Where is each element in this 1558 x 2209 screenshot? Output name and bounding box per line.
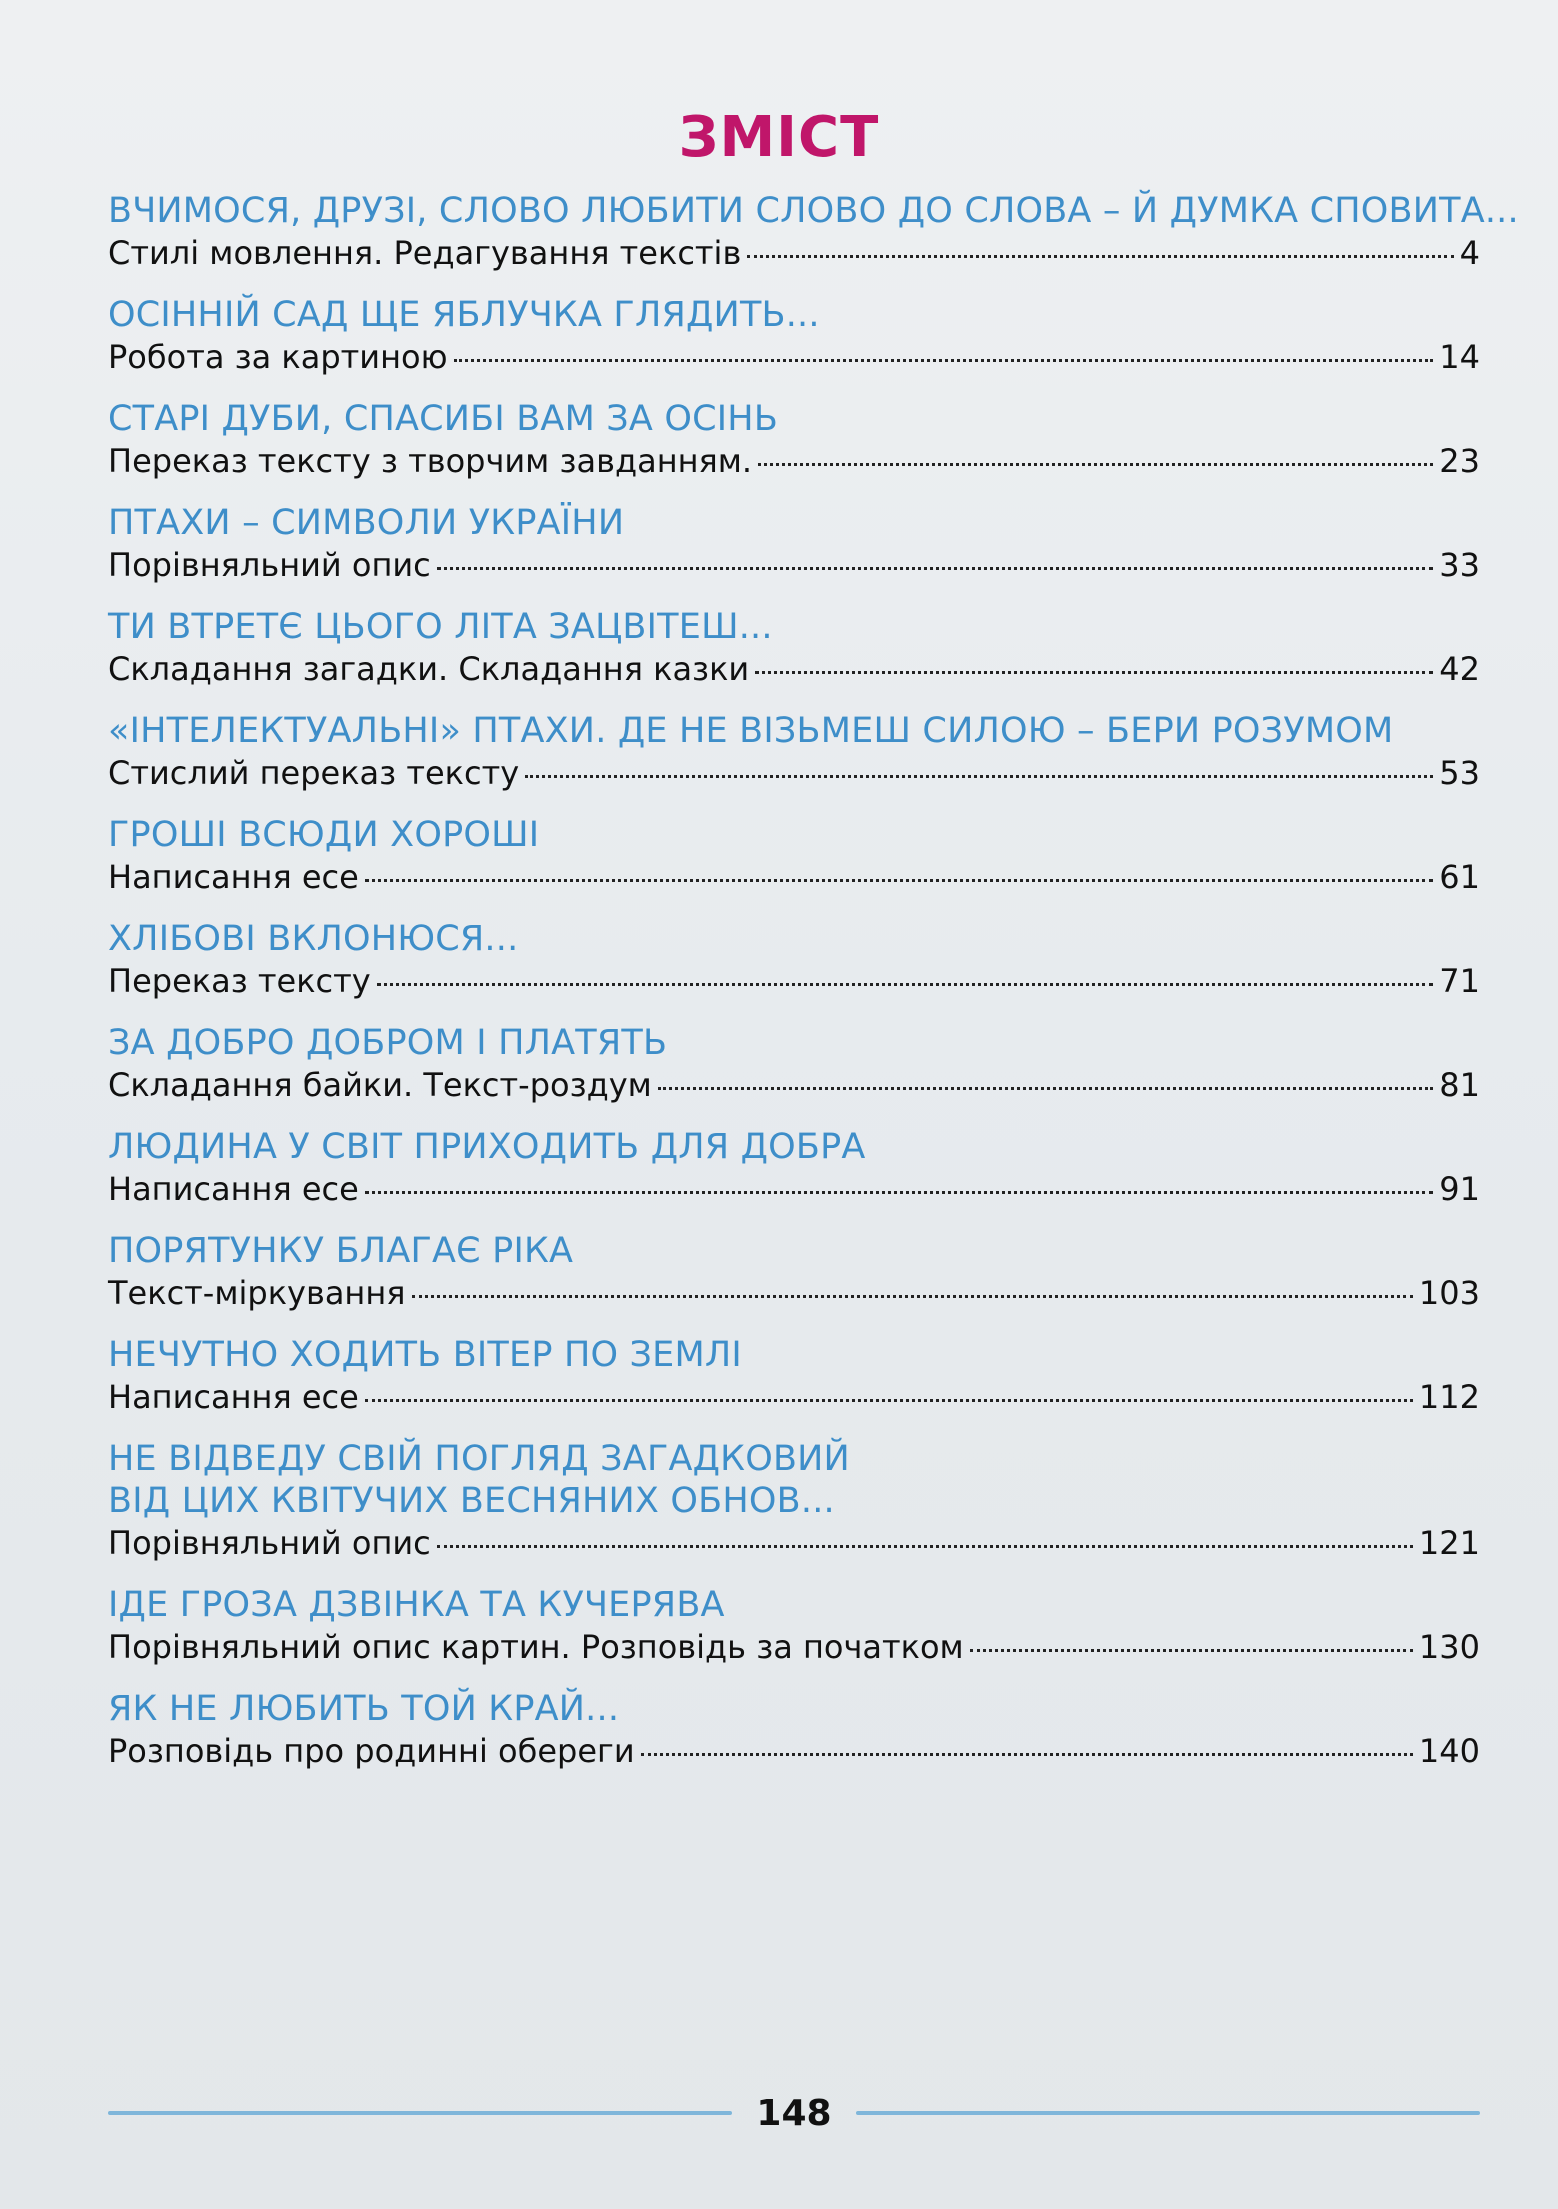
toc-entry [108, 1626, 1480, 1668]
entry-page-number: 61 [1439, 858, 1480, 896]
dot-leader [755, 671, 1433, 674]
entry-page-number: 53 [1439, 754, 1480, 792]
dot-leader [437, 567, 1434, 570]
section-heading-line: ВІД ЦИХ КВІТУЧИХ ВЕСНЯНИХ ОБНОВ... [108, 1481, 835, 1521]
entry-page-number: 42 [1439, 650, 1480, 688]
dot-leader [437, 1545, 1413, 1548]
section-heading-line: ХЛІБОВІ ВКЛОНЮСЯ... [108, 919, 519, 959]
toc-section [108, 814, 1480, 898]
toc-entry [108, 1272, 1480, 1314]
section-heading [108, 190, 1519, 232]
entry-page-number: 14 [1439, 338, 1480, 376]
page-title: ЗМІСТ [678, 105, 880, 170]
dot-leader [970, 1649, 1413, 1652]
section-heading [108, 1438, 1480, 1522]
section-heading [108, 1584, 1480, 1626]
section-heading [108, 918, 1480, 960]
entry-label: Порівняльний опис картин. Розповідь за початком [108, 1628, 964, 1666]
dot-leader [747, 255, 1453, 258]
entry-page-number: 91 [1439, 1170, 1480, 1208]
toc-section [108, 710, 1480, 794]
section-heading [108, 502, 1480, 544]
section-heading [108, 606, 1480, 648]
toc-section [108, 1334, 1480, 1418]
toc-entry [108, 336, 1480, 378]
dot-leader [454, 359, 1434, 362]
entry-page-number: 112 [1418, 1378, 1480, 1416]
dot-leader [365, 1399, 1413, 1402]
section-heading-line: ОСІННІЙ САД ЩЕ ЯБЛУЧКА ГЛЯДИТЬ... [108, 295, 820, 335]
toc-entry [108, 1376, 1480, 1418]
section-heading-line: «ІНТЕЛЕКТУАЛЬНІ» ПТАХИ. ДЕ НЕ ВІЗЬМЕШ СИЛОЮ – БЕРИ РОЗУМОМ [108, 711, 1394, 751]
toc-section [108, 398, 1480, 482]
entry-label: Текст-міркування [108, 1274, 406, 1312]
entry-label: Переказ тексту з творчим завданням. [108, 442, 753, 480]
page-number: 148 [756, 2092, 832, 2134]
entry-page-number: 140 [1418, 1732, 1480, 1770]
section-heading-line: НЕ ВІДВЕДУ СВІЙ ПОГЛЯД ЗАГАДКОВИЙ [108, 1439, 850, 1479]
section-heading [108, 1230, 1480, 1272]
toc-section [108, 1584, 1480, 1668]
dot-leader [641, 1753, 1413, 1756]
toc-section [108, 1688, 1480, 1772]
entry-label: Порівняльний опис [108, 1524, 431, 1562]
dot-leader [365, 879, 1433, 882]
toc-entry [108, 1522, 1480, 1564]
dot-leader [412, 1295, 1413, 1298]
entry-label: Переказ тексту [108, 962, 371, 1000]
dot-leader [758, 463, 1433, 466]
entry-page-number: 71 [1439, 962, 1480, 1000]
section-heading-line: ІДЕ ГРОЗА ДЗВІНКА ТА КУЧЕРЯВА [108, 1585, 725, 1625]
section-heading [108, 294, 1480, 336]
toc-section [108, 606, 1480, 690]
toc-entry [108, 1168, 1480, 1210]
section-heading-line: СТАРІ ДУБИ, СПАСИБІ ВАМ ЗА ОСІНЬ [108, 399, 779, 439]
dot-leader [658, 1087, 1433, 1090]
table-of-contents [108, 190, 1519, 1792]
entry-page-number: 4 [1459, 234, 1480, 272]
entry-page-number: 81 [1439, 1066, 1480, 1104]
section-heading [108, 398, 1480, 440]
toc-section [108, 918, 1480, 1002]
entry-label: Розповідь про родинні обереги [108, 1732, 635, 1770]
entry-label: Робота за картиною [108, 338, 448, 376]
toc-entry [108, 648, 1480, 690]
toc-entry [108, 544, 1480, 586]
section-heading-line: НЕЧУТНО ХОДИТЬ ВІТЕР ПО ЗЕМЛІ [108, 1335, 742, 1375]
toc-entry [108, 1730, 1480, 1772]
dot-leader [525, 775, 1433, 778]
section-heading-line: ЗА ДОБРО ДОБРОМ І ПЛАТЯТЬ [108, 1023, 668, 1063]
entry-label: Складання байки. Текст-роздум [108, 1066, 652, 1104]
section-heading-line: ВЧИМОСЯ, ДРУЗІ, СЛОВО ЛЮБИТИ СЛОВО ДО СЛОВА – Й ДУМКА СПОВИТА... [108, 191, 1519, 231]
section-heading [108, 1126, 1480, 1168]
toc-section [108, 190, 1519, 274]
toc-entry [108, 232, 1480, 274]
section-heading [108, 1022, 1480, 1064]
footer-rule-left [108, 2111, 732, 2115]
section-heading [108, 1688, 1480, 1730]
toc-section [108, 1230, 1480, 1314]
toc-entry [108, 960, 1480, 1002]
section-heading [108, 710, 1480, 752]
section-heading [108, 814, 1480, 856]
section-heading-line: ТИ ВТРЕТЄ ЦЬОГО ЛІТА ЗАЦВІТЕШ... [108, 607, 773, 647]
toc-section [108, 294, 1480, 378]
entry-label: Написання есе [108, 858, 359, 896]
toc-entry [108, 856, 1480, 898]
toc-section [108, 502, 1480, 586]
toc-section [108, 1022, 1480, 1106]
entry-page-number: 130 [1418, 1628, 1480, 1666]
footer-rule-right [856, 2111, 1480, 2115]
entry-label: Складання загадки. Складання казки [108, 650, 750, 688]
entry-page-number: 23 [1439, 442, 1480, 480]
entry-label: Написання есе [108, 1170, 359, 1208]
toc-entry [108, 752, 1480, 794]
section-heading-line: ПОРЯТУНКУ БЛАГАЄ РІКА [108, 1231, 574, 1271]
section-heading-line: ЛЮДИНА У СВІТ ПРИХОДИТЬ ДЛЯ ДОБРА [108, 1127, 866, 1167]
section-heading-line: ГРОШІ ВСЮДИ ХОРОШІ [108, 815, 540, 855]
dot-leader [365, 1191, 1433, 1194]
entry-label: Порівняльний опис [108, 546, 431, 584]
entry-page-number: 121 [1418, 1524, 1480, 1562]
section-heading-line: ЯК НЕ ЛЮБИТЬ ТОЙ КРАЙ... [108, 1689, 620, 1729]
toc-entry [108, 1064, 1480, 1106]
toc-section [108, 1126, 1480, 1210]
entry-label: Стилі мовлення. Редагування текстів [108, 234, 742, 272]
page-footer [108, 2090, 1480, 2136]
section-heading-line: ПТАХИ – СИМВОЛИ УКРАЇНИ [108, 503, 625, 543]
entry-label: Написання есе [108, 1378, 359, 1416]
entry-page-number: 33 [1439, 546, 1480, 584]
section-heading [108, 1334, 1480, 1376]
toc-entry [108, 440, 1480, 482]
dot-leader [377, 983, 1434, 986]
entry-page-number: 103 [1418, 1274, 1480, 1312]
entry-label: Стислий переказ тексту [108, 754, 520, 792]
toc-section [108, 1438, 1480, 1564]
